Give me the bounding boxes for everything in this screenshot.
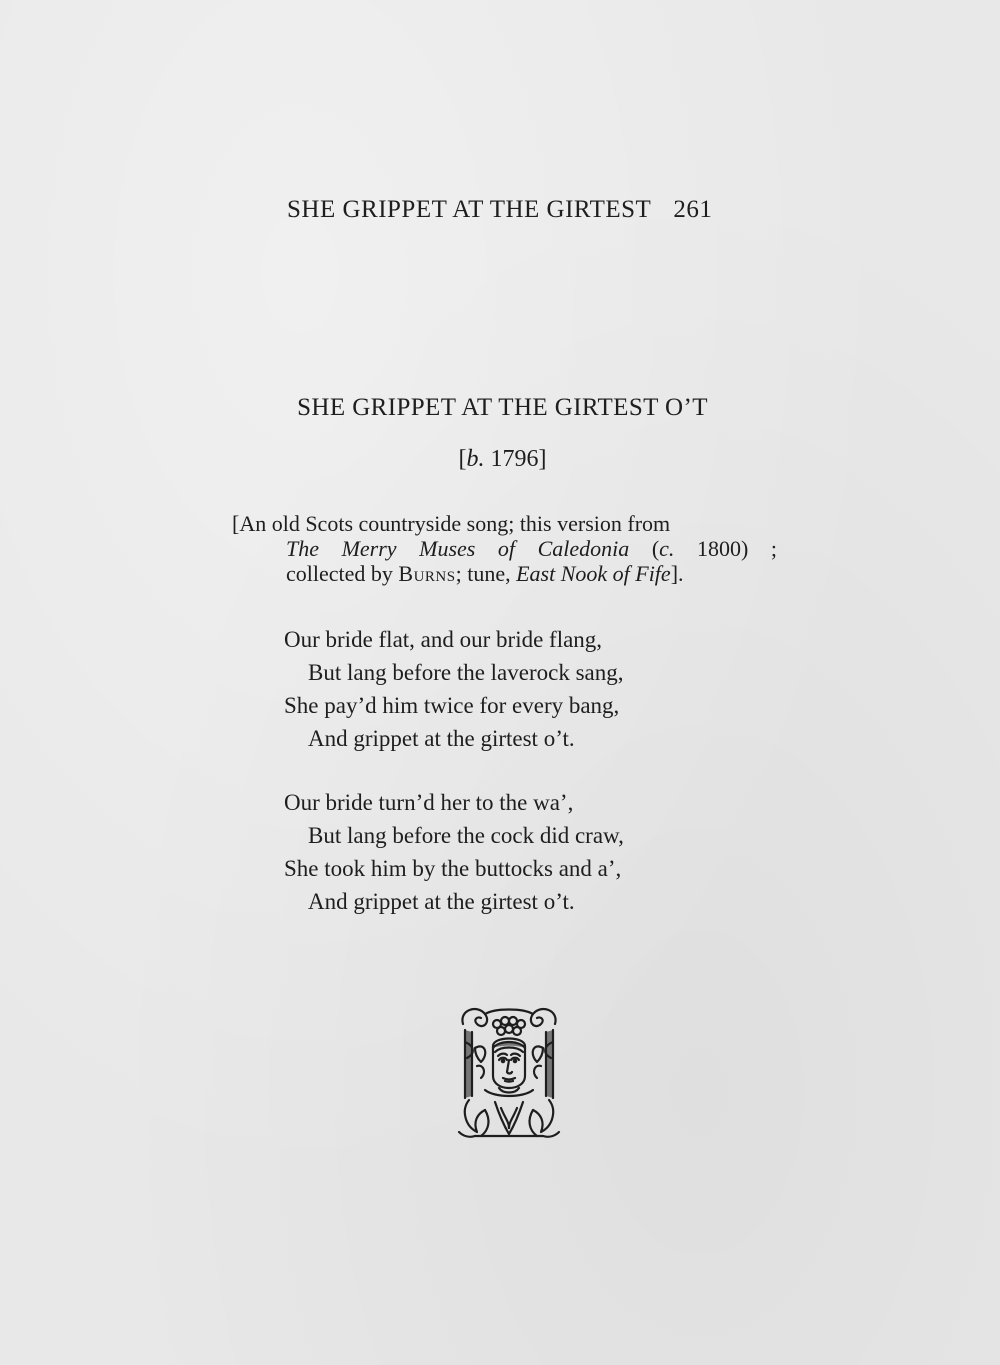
poem-date (0, 446, 1000, 473)
verse-line: And grippet at the girtest o’t. (308, 889, 575, 914)
note-tune-label: ; tune, (455, 561, 517, 586)
note-end: ]. (670, 561, 684, 586)
date-bracket: [ (458, 446, 467, 472)
running-head-title: SHE GRIPPET AT THE GIRTEST (287, 196, 652, 223)
running-head (287, 196, 712, 224)
verse-line: She took him by the buttocks and a’, (284, 856, 622, 881)
date-born-abbrev: b. (466, 446, 485, 472)
verse-line: But lang before the laverock sang, (308, 660, 624, 685)
poem-title: SHE GRIPPET AT THE GIRTEST O’T (297, 394, 708, 421)
source-title: The Merry Muses of Caledonia (286, 536, 630, 561)
collector-name: Burns (398, 561, 456, 586)
page-number: 261 (673, 196, 713, 223)
note-paren: ( (629, 536, 660, 561)
stanza-2 (284, 786, 624, 918)
note-line-1: [An old Scots countryside song; this version from (232, 511, 671, 536)
mask-ornament-icon (455, 1002, 563, 1140)
note-line-3 (232, 561, 777, 586)
tune-name: East Nook of Fife (516, 561, 671, 586)
verse-line: Our bride flat, and our bride flang, (284, 627, 603, 652)
stanza-1 (284, 623, 624, 755)
note-collected: collected by (286, 561, 399, 586)
note-line-2 (232, 536, 777, 561)
source-year: 1800) ; (674, 536, 777, 561)
verse-line: And grippet at the girtest o’t. (308, 726, 575, 751)
circa-abbrev: c. (659, 536, 675, 561)
verse-line: She pay’d him twice for every bang, (284, 693, 620, 718)
verse-line: But lang before the cock did craw, (308, 823, 624, 848)
date-year: 1796] (484, 446, 547, 472)
editorial-note (232, 511, 777, 586)
verse-line: Our bride turn’d her to the wa’, (284, 790, 574, 815)
